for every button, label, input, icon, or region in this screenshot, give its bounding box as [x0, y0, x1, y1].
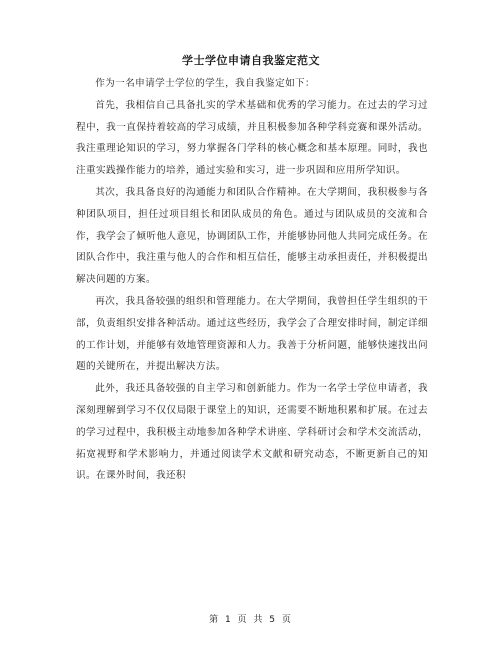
paragraph-intro: 作为一名申请学士学位的学生，我自我鉴定如下：: [95, 78, 316, 89]
paragraph-second: 其次，我具备良好的沟通能力和团队合作精神。在大学期间，我积极参与各种团队项目，担任过项目组长和团队成员的角色。通过与团队成员的交流和合作，我学会了倾听他人意见，协调团队工作，并能够协同他人共同完成任务。在团队合作中，我注重与他人的合作和相互信任，能够主动承担责任，并积极提出解决问题的方案。: [76, 186, 428, 286]
document-title: 学士学位申请自我鉴定范文: [182, 54, 320, 67]
document-body: [76, 73, 428, 487]
page-number-footer: 第 1 页 共 5 页: [209, 615, 293, 625]
paragraph-first: 首先，我相信自己具备扎实的学术基础和优秀的学习能力。在过去的学习过程中，我一直保持着较高的学习成绩，并且积极参加各种学科竞赛和课外活动。我注重理论知识的学习，努力掌握各门学科的核心概念和基本原理。同时，我也注重实践操作能力的培养，通过实验和实习，进一步巩固和应用所学知识。: [76, 99, 428, 177]
paragraph-fourth: 此外，我还具备较强的自主学习和创新能力。作为一名学士学位申请者，我深刻理解到学习不仅仅局限于课堂上的知识，还需要不断地积累和扩展。在过去的学习过程中，我积极主动地参加各种学术讲座、学科研讨会和学术交流活动，拓宽视野和学术影响力，并通过阅读学术文献和研究动态，不断更新自己的知识。在课外时间，我还积: [76, 383, 428, 482]
paragraph-third: 再次，我具备较强的组织和管理能力。在大学期间，我曾担任学生组织的干部，负责组织安排各种活动。通过这些经历，我学会了合理安排时间，制定详细的工作计划，并能够有效地管理资源和人力。我善于分析问题，能够快速找出问题的关键所在，并提出解决方法。: [76, 295, 428, 373]
